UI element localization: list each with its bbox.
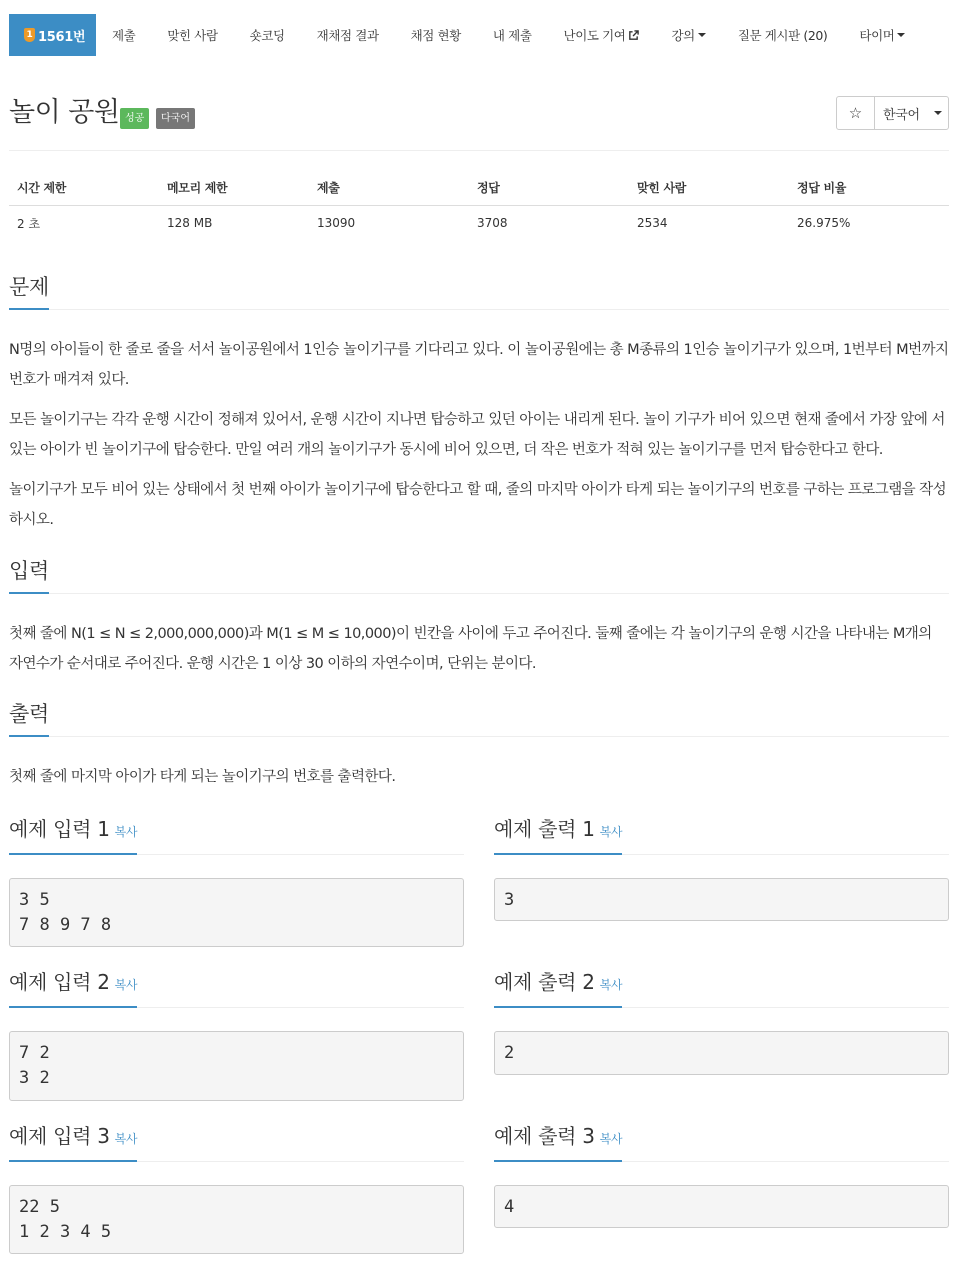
nav-item[interactable]: [722, 14, 844, 56]
problem-description: [9, 335, 949, 535]
nav-item-label: 맞힌 사람: [167, 28, 218, 43]
sample-input-title: [9, 1124, 137, 1162]
copy-button[interactable]: 복사: [114, 825, 138, 839]
nav-item[interactable]: [301, 14, 395, 56]
problem-paragraph: 놀이기구가 모두 비어 있는 상태에서 첫 번째 아이가 놀이기구에 탑승한다고 할 때, 줄의 마지막 아이가 타게 되는 놀이기구의 번호를 구하는 프로그램을 작성하시오.: [9, 482, 947, 528]
output-paragraph: 첫째 줄에 마지막 아이가 타게 되는 놀이기구의 번호를 출력한다.: [9, 769, 396, 785]
copy-button[interactable]: 복사: [599, 978, 623, 992]
nav-item[interactable]: [151, 14, 233, 56]
sample-input-title: [9, 817, 137, 855]
info-header-row: [9, 170, 949, 205]
copy-button[interactable]: 복사: [599, 1132, 623, 1146]
nav-item[interactable]: [395, 14, 477, 56]
sample-input-2-header: [9, 970, 464, 1008]
nav-item-label: 재채점 결과: [316, 28, 379, 43]
sample-input-3-header: [9, 1124, 464, 1162]
problem-info-table: [9, 170, 949, 241]
page-title: 놀이 공원: [9, 97, 120, 128]
nav-item-label: 내 제출: [492, 28, 532, 43]
caret-down-icon: [698, 33, 706, 37]
sample-output-title-text: 예제 출력 2: [494, 970, 595, 994]
nav-item[interactable]: [655, 14, 721, 56]
nav-item-label: 난이도 기여: [563, 28, 626, 43]
sample-input-title: [9, 970, 137, 1008]
sample-output-title: [494, 817, 622, 855]
info-header-time-limit: 시간 제한: [9, 170, 159, 205]
sample-output-2[interactable]: 2: [494, 1031, 949, 1075]
problem-heading: 문제: [9, 274, 49, 310]
info-time-limit: 2 초: [17, 216, 41, 231]
nav-problem-number: 1561번: [38, 29, 86, 45]
problem-paragraph: N명의 아이들이 한 줄로 줄을 서서 놀이공원에서 1인승 놀이기구를 기다리고 있다. 이 놀이공원에는 총 M종류의 1인승 놀이기구가 있으며, 1번부터 M번까지 번호가 매겨져 있다.: [9, 342, 949, 388]
nav-problem-tab[interactable]: [9, 14, 96, 56]
divider: [9, 150, 949, 151]
info-header-solvers: 맞힌 사람: [629, 170, 789, 205]
nav-item-label: 타이머: [859, 28, 895, 43]
input-paragraph: 첫째 줄에 N(1 ≤ N ≤ 2,000,000,000)과 M(1 ≤ M ≤ 10,000)이 빈칸을 사이에 두고 주어진다. 둘째 줄에는 각 놀이기구의 운행 시간을 나타내는 M개의 자연수가 순서대로 주어진다. 운행 시간은 1 이상 30 이하의 자연수이며, 단위는 분이다.: [9, 626, 932, 672]
sample-input-1[interactable]: 3 5 7 8 9 7 8: [9, 878, 464, 947]
nav-item[interactable]: [477, 14, 548, 56]
output-description: [9, 762, 949, 792]
nav-item[interactable]: [96, 14, 151, 56]
title-actions: [836, 96, 949, 130]
nav-item-label: 숏코딩: [249, 28, 285, 43]
sample-output-2-header: [494, 970, 949, 1008]
info-solvers: 2534: [637, 216, 668, 231]
sample-input-2[interactable]: 7 2 3 2: [9, 1031, 464, 1101]
sample-input-3[interactable]: 22 5 1 2 3 4 5: [9, 1185, 464, 1254]
input-section-header: [9, 558, 949, 594]
info-value-row: [9, 205, 949, 241]
info-submissions: 13090: [317, 216, 356, 231]
sample-input-1-header: [9, 817, 464, 855]
info-ratio: 26.975%: [797, 216, 851, 231]
info-memory-limit: 128 MB: [167, 216, 213, 231]
copy-button[interactable]: 복사: [599, 825, 623, 839]
sample-output-3-header: [494, 1124, 949, 1162]
problem-paragraph: 모든 놀이기구는 각각 운행 시간이 정해져 있어서, 운행 시간이 지나면 탑승하고 있던 아이는 내리게 된다. 놀이 기구가 비어 있으면 현재 줄에서 가장 앞에 서 있는 아이가 빈 놀이기구에 탑승한다. 만일 여러 개의 놀이기구가 동시에 비어 있으면, 더 작은 번호가 적혀 있는 놀이기구를 먼저 탑승한다고 한다.: [9, 412, 945, 458]
caret-down-icon: [897, 33, 905, 37]
input-description: [9, 619, 949, 679]
language-label: 한국어: [883, 107, 920, 123]
star-button[interactable]: [837, 97, 875, 129]
sample-output-title: [494, 970, 622, 1008]
sample-output-title-text: 예제 출력 3: [494, 1124, 595, 1148]
tier-icon: 1: [24, 28, 35, 42]
nav-item-label: 제출: [112, 28, 136, 43]
sample-output-3[interactable]: 4: [494, 1185, 949, 1228]
nav-item[interactable]: [843, 14, 921, 56]
info-header-memory-limit: 메모리 제한: [159, 170, 309, 205]
sample-output-1[interactable]: 3: [494, 878, 949, 921]
nav-item-label: 강의: [671, 28, 695, 43]
nav-item-label: 채점 현황: [410, 28, 461, 43]
problem-title-row: [9, 96, 949, 140]
info-header-accepted: 정답: [469, 170, 629, 205]
external-link-icon: [628, 30, 639, 41]
sample-input-title-text: 예제 입력 1: [9, 817, 110, 841]
info-header-submissions: 제출: [309, 170, 469, 205]
nav-item[interactable]: [234, 14, 301, 56]
sample-output-title: [494, 1124, 622, 1162]
sample-input-title-text: 예제 입력 2: [9, 970, 110, 994]
problem-section-header: [9, 274, 949, 310]
sample-output-title-text: 예제 출력 1: [494, 817, 595, 841]
sample-input-title-text: 예제 입력 3: [9, 1124, 110, 1148]
info-accepted: 3708: [477, 216, 508, 231]
copy-button[interactable]: 복사: [114, 978, 138, 992]
problem-nav: [9, 14, 949, 56]
input-heading: 입력: [9, 558, 49, 594]
nav-item-label: 질문 게시판 (20): [737, 28, 828, 43]
info-header-ratio: 정답 비율: [789, 170, 949, 205]
star-icon: ☆: [848, 104, 863, 122]
nav-item[interactable]: [548, 14, 656, 56]
multilang-badge: 다국어: [156, 108, 195, 129]
sample-output-1-header: [494, 817, 949, 855]
output-heading: 출력: [9, 701, 49, 737]
chevron-down-icon: [934, 111, 942, 115]
output-section-header: [9, 701, 949, 737]
language-select[interactable]: [875, 97, 948, 129]
copy-button[interactable]: 복사: [114, 1132, 138, 1146]
success-badge: 성공: [120, 108, 149, 129]
